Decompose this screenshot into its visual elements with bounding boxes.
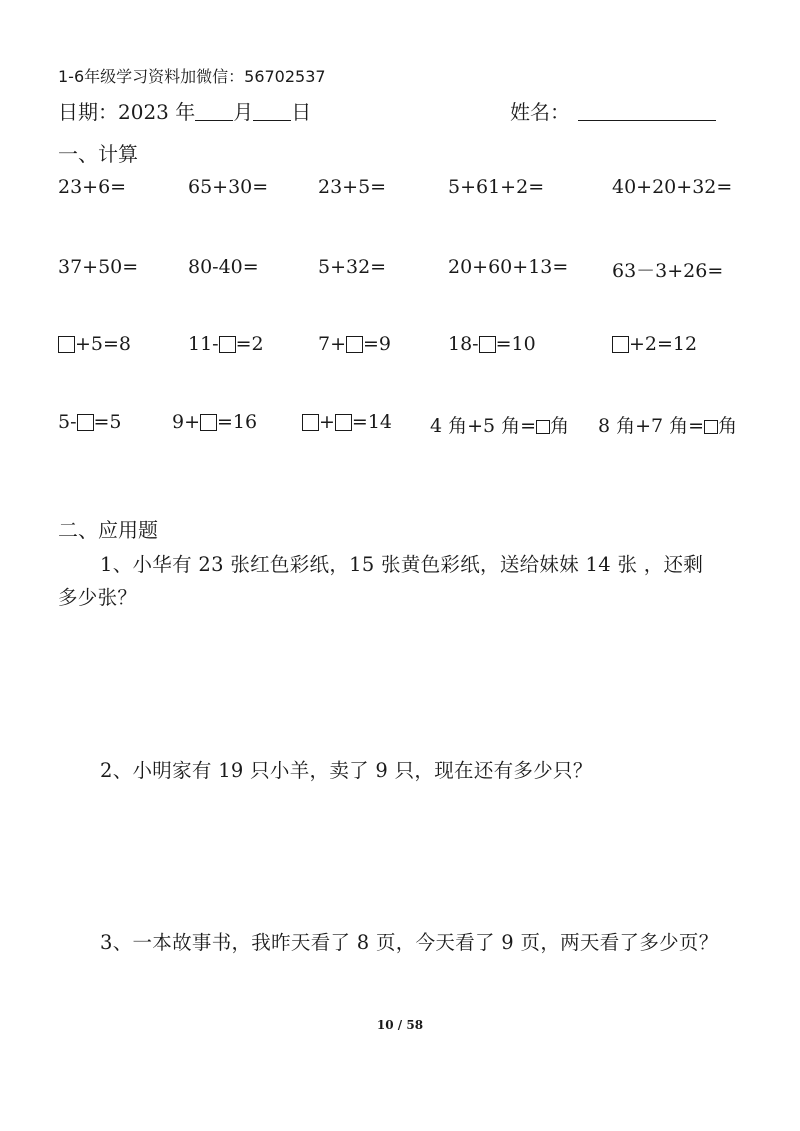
section2-title: 二、应用题 xyxy=(58,518,158,542)
math-item: 18- =10 xyxy=(448,333,536,355)
math-item: 7+ =9 xyxy=(318,333,392,355)
problem-1-line1: 1、小华有 23 张红色彩纸，15 张黄色彩纸，送给妹妹 14 张 ，还剩 xyxy=(100,553,704,576)
math-item: 9+ =16 xyxy=(172,411,258,433)
math-item: +5=8 xyxy=(58,333,131,355)
math-item: 23+5= xyxy=(318,176,387,198)
date-prefix: 日期：2023 年 xyxy=(58,100,196,124)
math-item: 5+32= xyxy=(318,256,387,278)
math-item: 20+60+13= xyxy=(448,256,569,278)
math-item: 65+30= xyxy=(188,176,269,198)
math-item: 8 角+7 角= 角 xyxy=(598,415,738,437)
math-item: 5+61+2= xyxy=(448,176,545,198)
math-item: 11- =2 xyxy=(188,333,264,355)
math-item: 5- =5 xyxy=(58,411,122,433)
date-line xyxy=(58,96,311,125)
answer-box xyxy=(302,414,319,431)
answer-box xyxy=(335,414,352,431)
math-item: 40+20+32= xyxy=(612,176,733,198)
math-item: 63－3+26= xyxy=(612,260,724,282)
name-blank-line xyxy=(578,120,716,121)
section1-title: 一、计算 xyxy=(58,142,138,166)
answer-box xyxy=(612,336,629,353)
problem-2: 2、小明家有 19 只小羊，卖了 9 只，现在还有多少只？ xyxy=(100,759,593,782)
answer-box xyxy=(200,414,217,431)
name-label: 姓名： xyxy=(510,100,570,124)
answer-box xyxy=(219,336,236,353)
math-item: 37+50= xyxy=(58,256,139,278)
math-item: 80-40= xyxy=(188,256,259,278)
header-note: 1-6年级学习资料加微信：56702537 xyxy=(58,67,326,86)
month-blank xyxy=(195,102,233,121)
math-item: 23+6= xyxy=(58,176,127,198)
math-item: 4 角+5 角= 角 xyxy=(430,415,570,437)
page-number: 10 / 58 xyxy=(376,1018,424,1032)
answer-box xyxy=(77,414,94,431)
date-month: 月 xyxy=(233,100,254,124)
date-day: 日 xyxy=(291,100,312,124)
math-item: +2=12 xyxy=(612,333,697,355)
answer-box xyxy=(704,420,718,434)
answer-box xyxy=(346,336,363,353)
math-item: + =14 xyxy=(302,411,392,433)
day-blank xyxy=(253,102,291,121)
answer-box xyxy=(536,420,550,434)
problem-1-line2: 多少张？ xyxy=(58,586,138,609)
problem-3: 3、一本故事书，我昨天看了 8 页，今天看了 9 页，两天看了多少页？ xyxy=(100,931,719,954)
answer-box xyxy=(479,336,496,353)
answer-box xyxy=(58,336,75,353)
